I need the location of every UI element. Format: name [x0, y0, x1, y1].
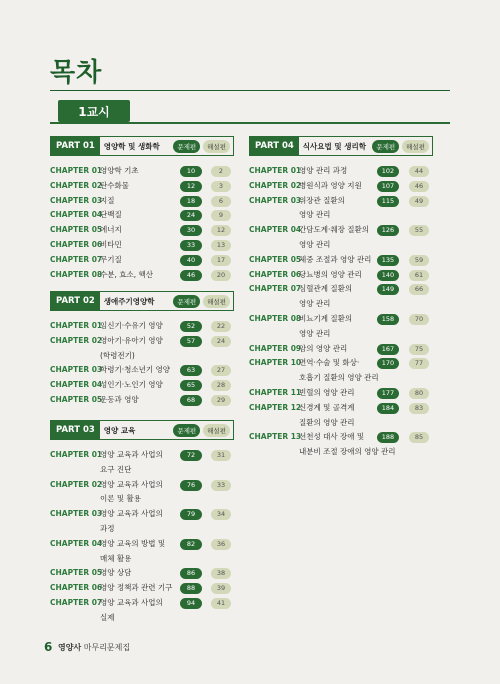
chapter-number: CHAPTER 03	[249, 195, 302, 205]
chapter-title: 비타민	[100, 239, 122, 249]
book-title-rest: 마무리문제집	[83, 643, 131, 652]
problem-page-number: 167	[377, 344, 399, 355]
chapter-number: CHAPTER 12	[249, 402, 302, 412]
chapter-row	[249, 430, 433, 445]
chapter-title: 영양학 기초	[100, 166, 139, 175]
chapter-title: 면역·수술 및 화상·	[299, 358, 360, 368]
part-04-section	[249, 136, 433, 460]
session-divider	[50, 122, 450, 124]
chapter-title: 영양 정책과 관련 기구	[100, 583, 173, 593]
solution-page-number: 27	[211, 365, 231, 376]
chapter-row-continued	[249, 371, 433, 386]
chapter-row	[249, 268, 433, 283]
chapter-title: 영양 교육과 사업의	[100, 450, 163, 459]
chapter-title: 임신기·수유기 영양	[100, 321, 163, 330]
chapter-number: CHAPTER 03	[50, 365, 103, 375]
part-label: PART 04	[250, 137, 299, 155]
chapter-number	[249, 297, 299, 312]
chapter-number: CHAPTER 05	[249, 254, 302, 264]
chapter-title: 신경계 및 골격계	[299, 402, 355, 412]
chapter-title: 암의 영양 관리	[299, 343, 348, 353]
chapter-title: 운동과 영양	[100, 394, 139, 404]
page-number: 6	[44, 640, 53, 654]
chapter-row	[50, 448, 234, 463]
solution-page-number: 83	[409, 403, 429, 414]
problem-page-number: 82	[180, 539, 202, 550]
chapter-title: 영양 관리	[299, 210, 331, 220]
problem-page-number: 86	[180, 568, 202, 579]
solution-page-number: 70	[409, 314, 429, 325]
chapter-number: CHAPTER 13	[249, 432, 302, 442]
problem-page-number: 40	[180, 255, 202, 266]
chapter-row	[249, 312, 433, 327]
problem-page-number: 46	[180, 270, 202, 281]
chapter-title: 매체 활용	[100, 553, 132, 563]
solution-page-number: 29	[211, 395, 231, 406]
chapter-title: 선천성 대사 장애 및	[299, 432, 365, 442]
solution-page-number: 85	[409, 432, 429, 443]
chapter-row-continued	[50, 522, 234, 537]
solution-page-number: 31	[211, 450, 231, 461]
chapter-row-continued	[50, 349, 234, 364]
problem-page-number: 24	[180, 210, 202, 221]
chapter-row	[50, 194, 234, 209]
chapter-number: CHAPTER 02	[50, 479, 103, 489]
solution-section-tag: 해설편	[203, 295, 230, 308]
part-03-section	[50, 420, 234, 626]
problem-page-number: 149	[377, 284, 399, 295]
solution-page-number: 41	[211, 598, 231, 609]
chapter-number: CHAPTER 07	[50, 597, 103, 607]
chapter-list	[249, 164, 433, 460]
problem-page-number: 135	[377, 255, 399, 266]
chapter-title: 빈혈의 영양 관리	[299, 387, 355, 397]
chapter-title: 영양 관리	[299, 239, 331, 249]
chapter-row	[249, 164, 433, 179]
problem-page-number: 115	[377, 196, 399, 207]
chapter-title: 지질	[100, 195, 115, 205]
chapter-title: 탄수화물	[100, 180, 129, 190]
chapter-number: CHAPTER 06	[50, 583, 103, 593]
chapter-number: CHAPTER 03	[50, 195, 103, 205]
part-name: 영양학 및 생화학	[103, 141, 160, 151]
chapter-title: 이론 및 활용	[100, 494, 141, 504]
chapter-row-continued	[50, 552, 234, 567]
problem-section-tag: 문제편	[173, 295, 200, 308]
part-name: 식사요법 및 생리학	[302, 141, 366, 151]
solution-page-number: 36	[211, 539, 231, 550]
chapter-row	[249, 386, 433, 401]
problem-page-number: 170	[377, 358, 399, 369]
chapter-list	[50, 319, 234, 408]
part-01-section	[50, 136, 234, 282]
problem-page-number: 68	[180, 395, 202, 406]
chapter-row	[50, 478, 234, 493]
chapter-title: 학령기·청소년기 영양	[100, 365, 170, 375]
chapter-title: 호흡기 질환의 영양 관리	[299, 373, 379, 383]
chapter-title: 영아기·유아기 영양	[100, 335, 163, 345]
chapter-row	[50, 179, 234, 194]
part-label: PART 03	[51, 421, 100, 439]
chapter-row-continued	[50, 463, 234, 478]
chapter-number	[249, 208, 299, 223]
chapter-number	[249, 327, 299, 342]
problem-page-number: 12	[180, 181, 202, 192]
part-02-section	[50, 291, 234, 408]
chapter-number: CHAPTER 04	[249, 225, 302, 235]
chapter-number: CHAPTER 10	[249, 358, 302, 368]
chapter-title: 에너지	[100, 225, 122, 235]
chapter-number	[50, 611, 100, 626]
solution-page-number: 33	[211, 480, 231, 491]
solution-page-number: 34	[211, 509, 231, 520]
chapter-row	[50, 208, 234, 223]
chapter-row-continued	[249, 208, 433, 223]
chapter-title: 과정	[100, 523, 115, 533]
problem-page-number: 33	[180, 240, 202, 251]
problem-page-number: 177	[377, 388, 399, 399]
chapter-title: 성인기·노인기 영양	[100, 380, 163, 390]
part-name: 생애주기영양학	[103, 296, 155, 306]
solution-section-tag: 해설편	[203, 424, 230, 437]
solution-page-number: 66	[409, 284, 429, 295]
chapter-number: CHAPTER 03	[50, 509, 103, 519]
chapter-row	[50, 537, 234, 552]
chapter-title: 비뇨기계 질환의	[299, 313, 353, 323]
solution-page-number: 28	[211, 380, 231, 391]
chapter-number	[249, 371, 299, 386]
chapter-row	[50, 566, 234, 581]
chapter-number: CHAPTER 04	[50, 538, 103, 548]
problem-page-number: 79	[180, 509, 202, 520]
chapter-row	[50, 507, 234, 522]
solution-section-tag: 해설편	[203, 140, 230, 153]
solution-page-number: 20	[211, 270, 231, 281]
solution-page-number: 38	[211, 568, 231, 579]
chapter-title: 영양 상담	[100, 568, 132, 578]
chapter-title: 내분비 조절 장애의 영양 관리	[299, 447, 396, 457]
solution-page-number: 6	[211, 196, 231, 207]
chapter-number	[50, 522, 100, 537]
chapter-row-continued	[249, 416, 433, 431]
chapter-row	[249, 401, 433, 416]
chapter-row	[50, 319, 234, 334]
problem-page-number: 63	[180, 365, 202, 376]
problem-page-number: 184	[377, 403, 399, 414]
chapter-number: CHAPTER 04	[50, 380, 103, 390]
problem-page-number: 107	[377, 181, 399, 192]
chapter-title: 수분, 효소, 핵산	[100, 269, 154, 279]
problem-page-number: 65	[180, 380, 202, 391]
part-header	[50, 420, 234, 440]
solution-page-number: 75	[409, 344, 429, 355]
chapter-title: 단백질	[100, 210, 122, 220]
chapter-number: CHAPTER 07	[50, 254, 103, 264]
chapter-row	[249, 342, 433, 357]
chapter-number: CHAPTER 01	[249, 166, 302, 175]
chapter-row-continued	[249, 297, 433, 312]
chapter-row	[50, 268, 234, 283]
solution-page-number: 2	[211, 166, 231, 177]
chapter-row-continued	[249, 445, 433, 460]
problem-page-number: 102	[377, 166, 399, 177]
chapter-row	[50, 596, 234, 611]
chapter-number	[50, 552, 100, 567]
solution-page-number: 55	[409, 225, 429, 236]
chapter-title: 영양 교육과 사업의	[100, 509, 163, 519]
chapter-number: CHAPTER 01	[50, 166, 103, 175]
chapter-row-continued	[50, 492, 234, 507]
solution-page-number: 9	[211, 210, 231, 221]
problem-page-number: 52	[180, 321, 202, 332]
problem-page-number: 188	[377, 432, 399, 443]
chapter-number: CHAPTER 02	[249, 180, 302, 190]
chapter-row	[249, 194, 433, 209]
chapter-title: 요구 진단	[100, 464, 132, 474]
problem-page-number: 76	[180, 480, 202, 491]
solution-page-number: 24	[211, 336, 231, 347]
chapter-title: 영양 관리	[299, 328, 331, 338]
chapter-number: CHAPTER 09	[249, 343, 302, 353]
chapter-title: 무기질	[100, 254, 122, 264]
chapter-number	[249, 238, 299, 253]
solution-page-number: 12	[211, 225, 231, 236]
chapter-title: 영양 교육과 사업의	[100, 597, 163, 607]
chapter-row	[50, 378, 234, 393]
solution-page-number: 44	[409, 166, 429, 177]
chapter-row	[50, 393, 234, 408]
chapter-number: CHAPTER 01	[50, 450, 103, 459]
problem-page-number: 140	[377, 270, 399, 281]
part-label: PART 02	[51, 292, 100, 310]
problem-page-number: 57	[180, 336, 202, 347]
chapter-list	[50, 164, 234, 282]
chapter-title: 간담도계·췌장 질환의	[299, 225, 369, 235]
chapter-number: CHAPTER 05	[50, 225, 103, 235]
problem-section-tag: 문제편	[173, 424, 200, 437]
chapter-number	[249, 416, 299, 431]
chapter-row	[249, 179, 433, 194]
chapter-row	[50, 238, 234, 253]
problem-page-number: 88	[180, 583, 202, 594]
title-divider	[50, 90, 450, 91]
chapter-row	[249, 253, 433, 268]
problem-page-number: 72	[180, 450, 202, 461]
chapter-row	[249, 356, 433, 371]
solution-page-number: 46	[409, 181, 429, 192]
chapter-row	[249, 282, 433, 297]
solution-page-number: 61	[409, 270, 429, 281]
chapter-title: 당뇨병의 영양 관리	[299, 269, 362, 279]
solution-page-number: 77	[409, 358, 429, 369]
part-header	[50, 136, 234, 156]
chapter-number: CHAPTER 01	[50, 321, 103, 330]
chapter-row	[50, 363, 234, 378]
problem-page-number: 126	[377, 225, 399, 236]
page-title: 목차	[50, 58, 103, 88]
chapter-number: CHAPTER 02	[50, 180, 103, 190]
problem-page-number: 158	[377, 314, 399, 325]
problem-section-tag: 문제편	[372, 140, 399, 153]
chapter-number: CHAPTER 11	[249, 387, 302, 397]
problem-page-number: 30	[180, 225, 202, 236]
chapter-number	[50, 349, 100, 364]
solution-section-tag: 해설편	[402, 140, 429, 153]
chapter-list	[50, 448, 234, 626]
session-tab: 1교시	[58, 100, 130, 122]
book-title-bold: 영양사	[58, 643, 82, 652]
chapter-row	[50, 334, 234, 349]
chapter-row	[50, 164, 234, 179]
part-name: 영양 교육	[103, 425, 136, 435]
solution-page-number: 3	[211, 181, 231, 192]
problem-page-number: 10	[180, 166, 202, 177]
solution-page-number: 49	[409, 196, 429, 207]
chapter-title: 심혈관계 질환의	[299, 284, 353, 294]
problem-section-tag: 문제편	[173, 140, 200, 153]
chapter-row	[50, 223, 234, 238]
chapter-row	[50, 253, 234, 268]
chapter-title: 영양 교육과 사업의	[100, 479, 163, 489]
chapter-row-continued	[50, 611, 234, 626]
chapter-title: 체중 조절과 영양 관리	[299, 254, 372, 264]
part-label: PART 01	[51, 137, 100, 155]
chapter-row	[50, 581, 234, 596]
solution-page-number: 80	[409, 388, 429, 399]
chapter-number: CHAPTER 07	[249, 284, 302, 294]
chapter-number	[50, 463, 100, 478]
solution-page-number: 17	[211, 255, 231, 266]
solution-page-number: 59	[409, 255, 429, 266]
part-header	[50, 291, 234, 311]
chapter-number: CHAPTER 04	[50, 210, 103, 220]
chapter-row-continued	[249, 238, 433, 253]
chapter-number: CHAPTER 05	[50, 394, 103, 404]
solution-page-number: 22	[211, 321, 231, 332]
chapter-number: CHAPTER 08	[50, 269, 103, 279]
solution-page-number: 39	[211, 583, 231, 594]
chapter-row	[249, 223, 433, 238]
chapter-title: (학령전기)	[100, 350, 135, 360]
chapter-title: 영양 관리	[299, 299, 331, 309]
chapter-number: CHAPTER 08	[249, 313, 302, 323]
chapter-title: 위장관 질환의	[299, 195, 345, 205]
problem-page-number: 18	[180, 196, 202, 207]
chapter-row-continued	[249, 327, 433, 342]
book-title	[58, 642, 130, 653]
chapter-title: 영양 관리 과정	[299, 166, 348, 175]
chapter-number	[249, 445, 299, 460]
chapter-number: CHAPTER 06	[50, 239, 103, 249]
solution-page-number: 13	[211, 240, 231, 251]
part-header	[249, 136, 433, 156]
chapter-number: CHAPTER 05	[50, 568, 103, 578]
chapter-number: CHAPTER 02	[50, 335, 103, 345]
problem-page-number: 94	[180, 598, 202, 609]
chapter-number	[50, 492, 100, 507]
chapter-title: 실제	[100, 612, 115, 622]
chapter-title: 영양 교육의 방법 및	[100, 538, 166, 548]
chapter-title: 병원식과 영양 지원	[299, 180, 362, 190]
chapter-number: CHAPTER 06	[249, 269, 302, 279]
chapter-title: 질환의 영양 관리	[299, 417, 355, 427]
